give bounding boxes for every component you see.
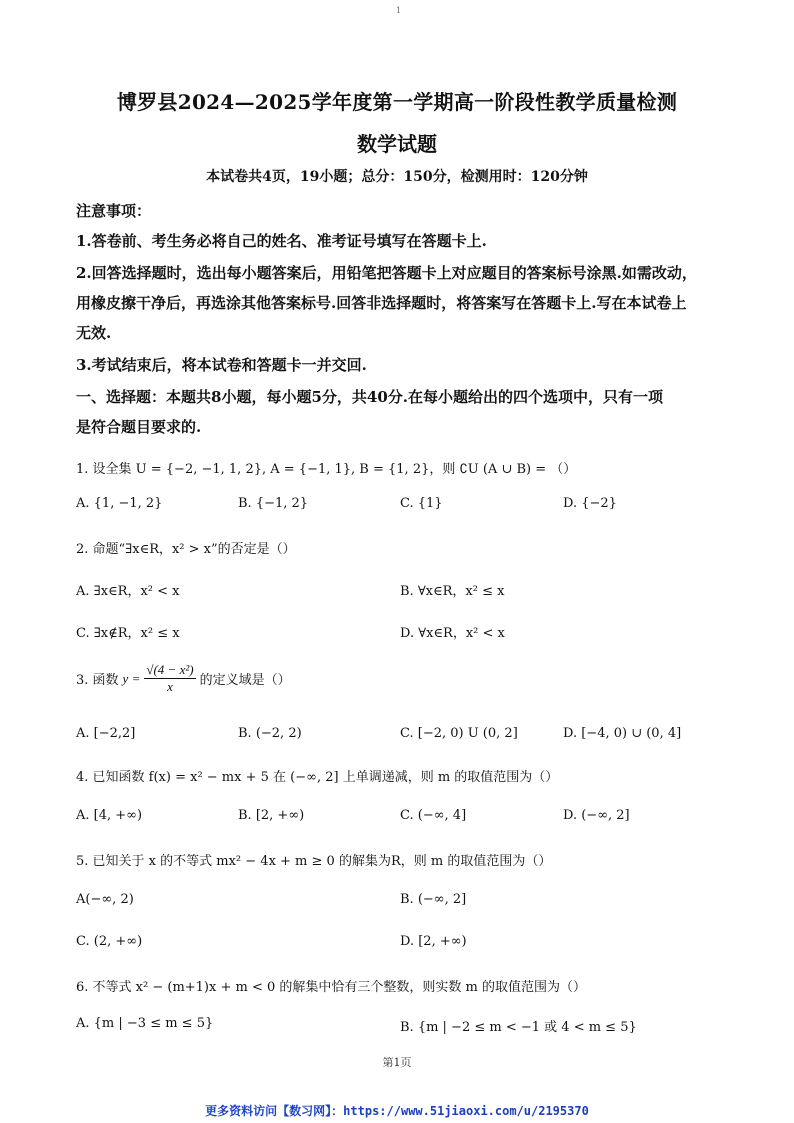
question-1-stem: 1. 设全集 U = {−2, −1, 1, 2}, A = {−1, 1}, B = {1, 2}，则 ∁U (A ∪ B) = （） (76, 462, 577, 477)
page-number: 第1页 (382, 1056, 412, 1069)
note-item-1: 1.答卷前、考生务必将自己的姓名、准考证号填写在答题卡上. (76, 232, 487, 250)
question-2-option-b: B. ∀x∈R，x² ≤ x (400, 584, 505, 599)
question-4-option-d: D. (−∞, 2] (563, 808, 630, 823)
question-3-option-d: D. [−4, 0) ∪ (0, 4] (563, 726, 682, 741)
question-3-numerator: √(4 − x²) (146, 662, 194, 677)
note-item-2-line-1: 2.回答选择题时，选出每小题答案后，用铅笔把答题卡上对应题目的答案标号涂黑.如需改动， (76, 264, 697, 282)
question-2-option-d: D. ∀x∈R，x² < x (400, 626, 505, 641)
exam-subtitle: 数学试题 (357, 132, 437, 156)
question-5-option-a: A(−∞, 2) (76, 892, 134, 907)
question-5-option-d: D. [2, +∞) (400, 934, 467, 949)
question-3-denominator: x (167, 679, 173, 694)
note-item-2-line-2: 用橡皮擦干净后，再选涂其他答案标号.回答非选择题时，将答案写在答题卡上.写在本试卷上 (76, 294, 687, 312)
question-2-option-c: C. ∃x∉R，x² ≤ x (76, 626, 180, 641)
question-3-option-b: B. (−2, 2) (238, 726, 302, 741)
section-heading-line-1: 一、选择题：本题共8小题，每小题5分，共40分.在每小题给出的四个选项中，只有一项 (76, 388, 663, 406)
section-heading-line-2: 是符合题目要求的. (76, 418, 202, 436)
note-item-3: 3.考试结束后，将本试卷和答题卡一并交回. (76, 356, 367, 374)
question-5-option-b: B. (−∞, 2] (400, 892, 467, 907)
question-6-option-b: B. {m | −2 ≤ m < −1 或 4 < m ≤ 5} (400, 1020, 637, 1035)
question-3-option-c: C. [−2, 0) U (0, 2] (400, 726, 518, 741)
question-4-option-a: A. [4, +∞) (76, 808, 143, 823)
question-1-option-d: D. {−2} (563, 496, 617, 511)
question-4-stem: 4. 已知函数 f(x) = x² − mx + 5 在 (−∞, 2] 上单调递减，则 m 的取值范围为（） (76, 770, 559, 785)
question-3-suffix: 的定义域是（） (199, 673, 291, 688)
resource-link[interactable]: 更多资料访问【数习网】：https://www.51jiaoxi.com/u/2195370 (205, 1104, 589, 1118)
question-5-stem: 5. 已知关于 x 的不等式 mx² − 4x + m ≥ 0 的解集为R，则 m 的取值范围为（） (76, 854, 552, 869)
exam-info: 本试卷共4页，19小题；总分：150分，检测用时：120分钟 (206, 169, 588, 185)
question-2-stem: 2. 命题“∃x∈R，x² > x”的否定是（） (76, 542, 296, 557)
question-1-option-c: C. {1} (400, 496, 443, 511)
question-1-option-a: A. {1, −1, 2} (76, 496, 163, 511)
question-6-option-a: A. {m | −3 ≤ m ≤ 5} (76, 1016, 214, 1031)
question-1-option-b: B. {−1, 2} (238, 496, 309, 511)
question-4-option-c: C. (−∞, 4] (400, 808, 467, 823)
notes-heading: 注意事项： (76, 202, 152, 220)
question-3-option-a: A. [−2,2] (76, 726, 136, 741)
question-6-stem: 6. 不等式 x² − (m+1)x + m < 0 的解集中恰有三个整数，则实数 m 的取值范围为（） (76, 980, 586, 995)
question-3-var: y = (122, 670, 141, 686)
page-top-mark: 1 (396, 6, 402, 15)
question-4-option-b: B. [2, +∞) (238, 808, 305, 823)
question-3-prefix: 3. 函数 (76, 673, 119, 688)
question-3-stem (76, 662, 291, 695)
question-2-option-a: A. ∃x∈R，x² < x (76, 584, 180, 599)
question-3-fraction (144, 662, 195, 695)
question-5-option-c: C. (2, +∞) (76, 934, 143, 949)
note-item-2-line-3: 无效. (76, 324, 112, 342)
exam-title: 博罗县2024—2025学年度第一学期高一阶段性教学质量检测 (116, 90, 678, 114)
